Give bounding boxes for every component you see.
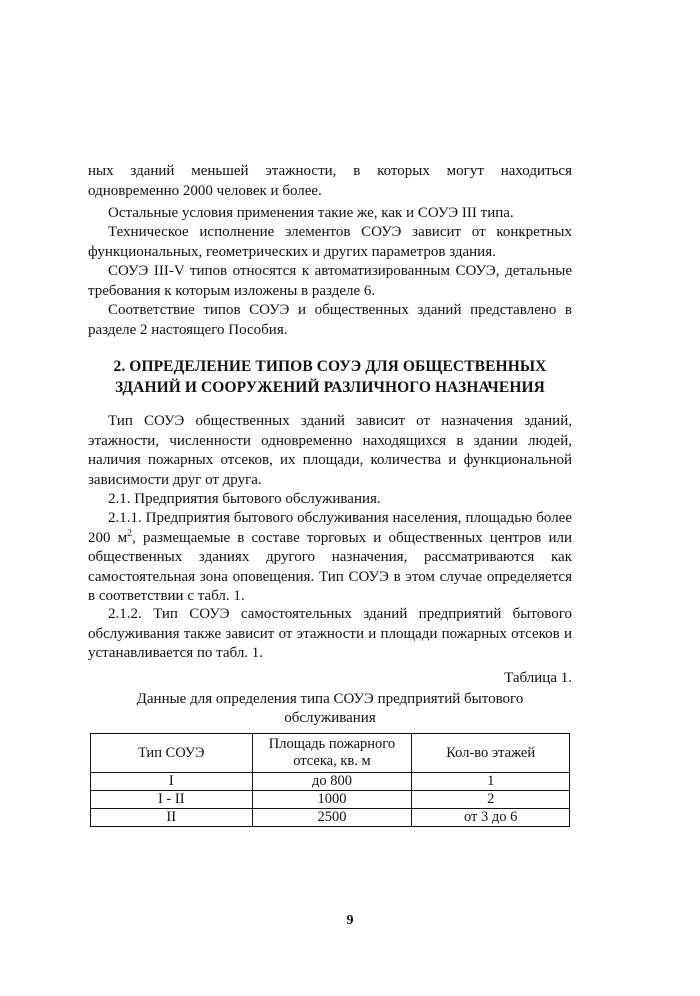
cell-area: 2500 [252, 809, 412, 827]
section-heading-line-2: ЗДАНИЙ И СООРУЖЕНИЙ РАЗЛИЧНОГО НАЗНАЧЕНИЯ [115, 379, 545, 396]
cell-floors: 1 [412, 773, 570, 791]
table-row [91, 773, 570, 791]
cell-type: I - II [91, 791, 253, 809]
intro-paragraph-1: ных зданий меньшей этажности, в которых могут находиться одновременно 2000 человек и более. [88, 163, 572, 199]
section-paragraph-2: 2.1. Предприятия бытового обслуживания. [108, 491, 381, 507]
cell-floors: 2 [412, 791, 570, 809]
intro-paragraph-2: Остальные условия применения такие же, как и СОУЭ III типа. [108, 205, 514, 221]
intro-paragraph-5: Соответствие типов СОУЭ и общественных зданий представлено в разделе 2 настоящего Пособия. [88, 302, 572, 338]
section-paragraph-1: Тип СОУЭ общественных зданий зависит от назначения зданий, этажности, численности одновременно находящихся в здании людей, наличия пожарных отсеков, их площади, количества и функциональной зависимости друг от друга. [88, 413, 572, 488]
header-area-line-2: отсека, кв. м [293, 753, 371, 769]
cell-area: до 800 [252, 773, 412, 791]
table-row [91, 809, 570, 827]
table-title [88, 690, 572, 728]
cell-type: I [91, 773, 253, 791]
table-title-line-2: обслуживания [284, 710, 376, 726]
table-title-line-1: Данные для определения типа СОУЭ предприятий бытового [136, 691, 524, 707]
section-paragraph-4: 2.1.2. Тип СОУЭ самостоятельных зданий предприятий бытового обслуживания также зависит от этажности и площади пожарных отсеков и устанавливается по табл. 1. [88, 606, 572, 661]
intro-paragraph-4: СОУЭ III-V типов относятся к автоматизированным СОУЭ, детальные требования к которым изложены в разделе 6. [88, 263, 572, 299]
section-heading-line-1: 2. ОПРЕДЕЛЕНИЕ ТИПОВ СОУЭ ДЛЯ ОБЩЕСТВЕННЫХ [113, 358, 547, 375]
table-row [91, 791, 570, 809]
table-caption: Таблица 1. [504, 670, 572, 686]
data-table [90, 733, 570, 827]
section-heading [88, 356, 572, 398]
table-header-row [91, 734, 570, 773]
header-type: Тип СОУЭ [91, 734, 253, 773]
header-floors: Кол-во этажей [412, 734, 570, 773]
cell-type: II [91, 809, 253, 827]
cell-floors: от 3 до 6 [412, 809, 570, 827]
section-paragraph-3-text: 2.1.1. Предприятия бытового обслуживания населения, площадью более 200 м [88, 510, 572, 546]
header-area-line-1: Площадь пожарного [268, 736, 396, 752]
page-number: 9 [346, 913, 354, 928]
intro-paragraph-3: Техническое исполнение элементов СОУЭ зависит от конкретных функциональных, геометрических и других параметров здания. [88, 224, 572, 260]
section-paragraph-3-text-cont: , размещаемые в составе торговых и общественных центров или общественных зданиях другого назначения, рассматриваются как самостоятельная зона оповещения. Тип СОУЭ в этом случае определяется в соответствии с табл. 1. [88, 529, 573, 604]
section-paragraph-3 [88, 509, 572, 607]
header-area [252, 734, 412, 773]
cell-area: 1000 [252, 791, 412, 809]
superscript-squared: 2 [127, 527, 133, 539]
